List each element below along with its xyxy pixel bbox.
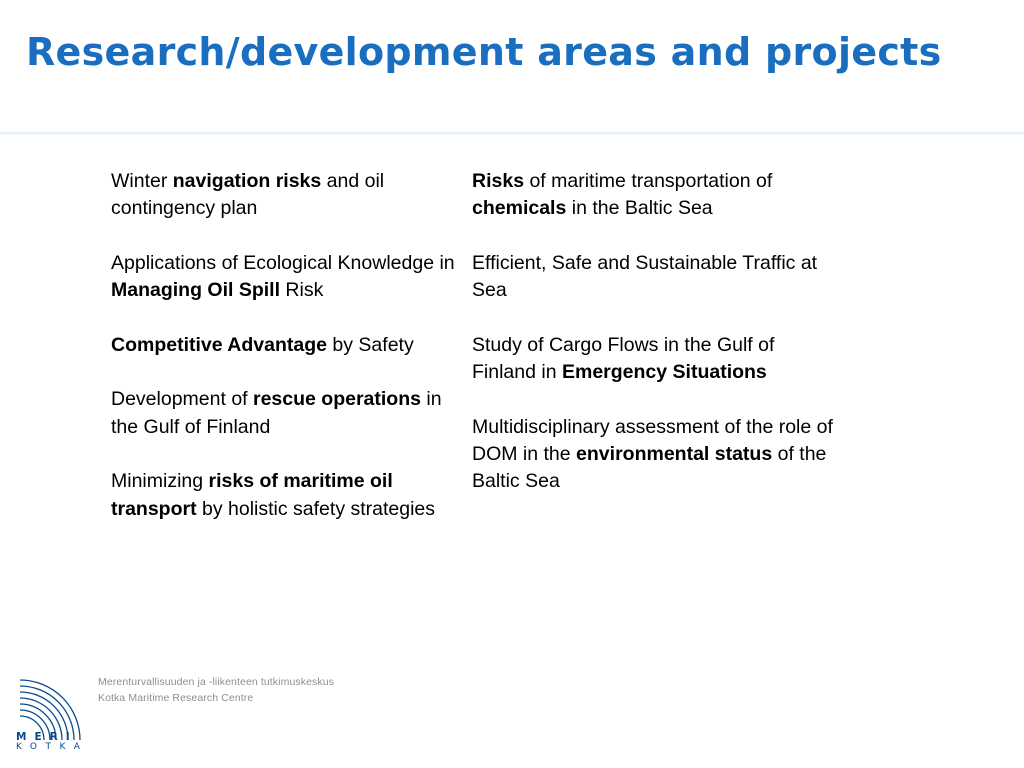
- project-item-text: by Safety: [327, 333, 414, 356]
- project-item-bold-text: Managing Oil Spill: [111, 279, 281, 302]
- project-item-text: Efficient, Safe and Sustainable Traffic at Sea: [472, 251, 818, 302]
- project-item: [111, 386, 471, 441]
- project-item-text: Development of: [111, 388, 253, 411]
- project-item-text: Applications of Ecological Knowledge in: [111, 251, 455, 274]
- right-column: [472, 168, 842, 523]
- project-item-bold-text: rescue operations: [253, 388, 421, 411]
- project-item-text: Study of Cargo Flows in the Gulf of Finland in: [472, 333, 775, 384]
- wordmark-kotka: KOTKA: [16, 742, 89, 752]
- project-item-text: by holistic safety strategies: [196, 497, 436, 520]
- project-item-bold-text: navigation risks: [172, 170, 322, 192]
- project-item-bold-text: environmental status: [576, 442, 773, 465]
- left-column: [111, 168, 471, 550]
- project-item-text: and oil contingency plan: [111, 170, 385, 220]
- project-item: [111, 250, 471, 305]
- project-item: [111, 332, 471, 359]
- project-item: [111, 168, 471, 223]
- project-item-bold-text: Emergency Situations: [561, 361, 767, 384]
- project-item-text: Winter: [111, 170, 173, 192]
- page-title: Research/development areas and projects: [26, 30, 942, 74]
- project-item-text: in the Gulf of Finland: [111, 388, 442, 438]
- org-name-finnish: Merenturvallisuuden ja -liikenteen tutkimuskeskus: [98, 676, 335, 688]
- project-item-text: in the Baltic Sea: [566, 197, 713, 220]
- project-item: [111, 468, 471, 523]
- project-item-text: of maritime transportation of: [524, 170, 773, 192]
- project-item: [472, 332, 842, 387]
- project-item-text: Multidisciplinary assessment of the role of DOM in the: [472, 415, 833, 465]
- project-item-bold-text: Competitive Advantage: [111, 333, 327, 356]
- project-item-bold-text: risks of maritime oil transport: [111, 470, 393, 520]
- project-item-text: Risk: [280, 279, 324, 302]
- meri-kotka-wordmark: [16, 731, 89, 752]
- project-item-text: of the Baltic Sea: [472, 442, 827, 493]
- org-name-english: Kotka Maritime Research Centre: [98, 692, 254, 704]
- wordmark-meri: MERI: [16, 731, 78, 743]
- project-item: [472, 168, 842, 223]
- project-item-bold-text: chemicals: [472, 197, 567, 220]
- project-item: [472, 250, 842, 305]
- project-item: [472, 414, 842, 496]
- project-item-bold-text: Risks: [472, 170, 525, 192]
- project-item-text: Minimizing: [111, 470, 209, 493]
- header-divider: [0, 132, 1024, 135]
